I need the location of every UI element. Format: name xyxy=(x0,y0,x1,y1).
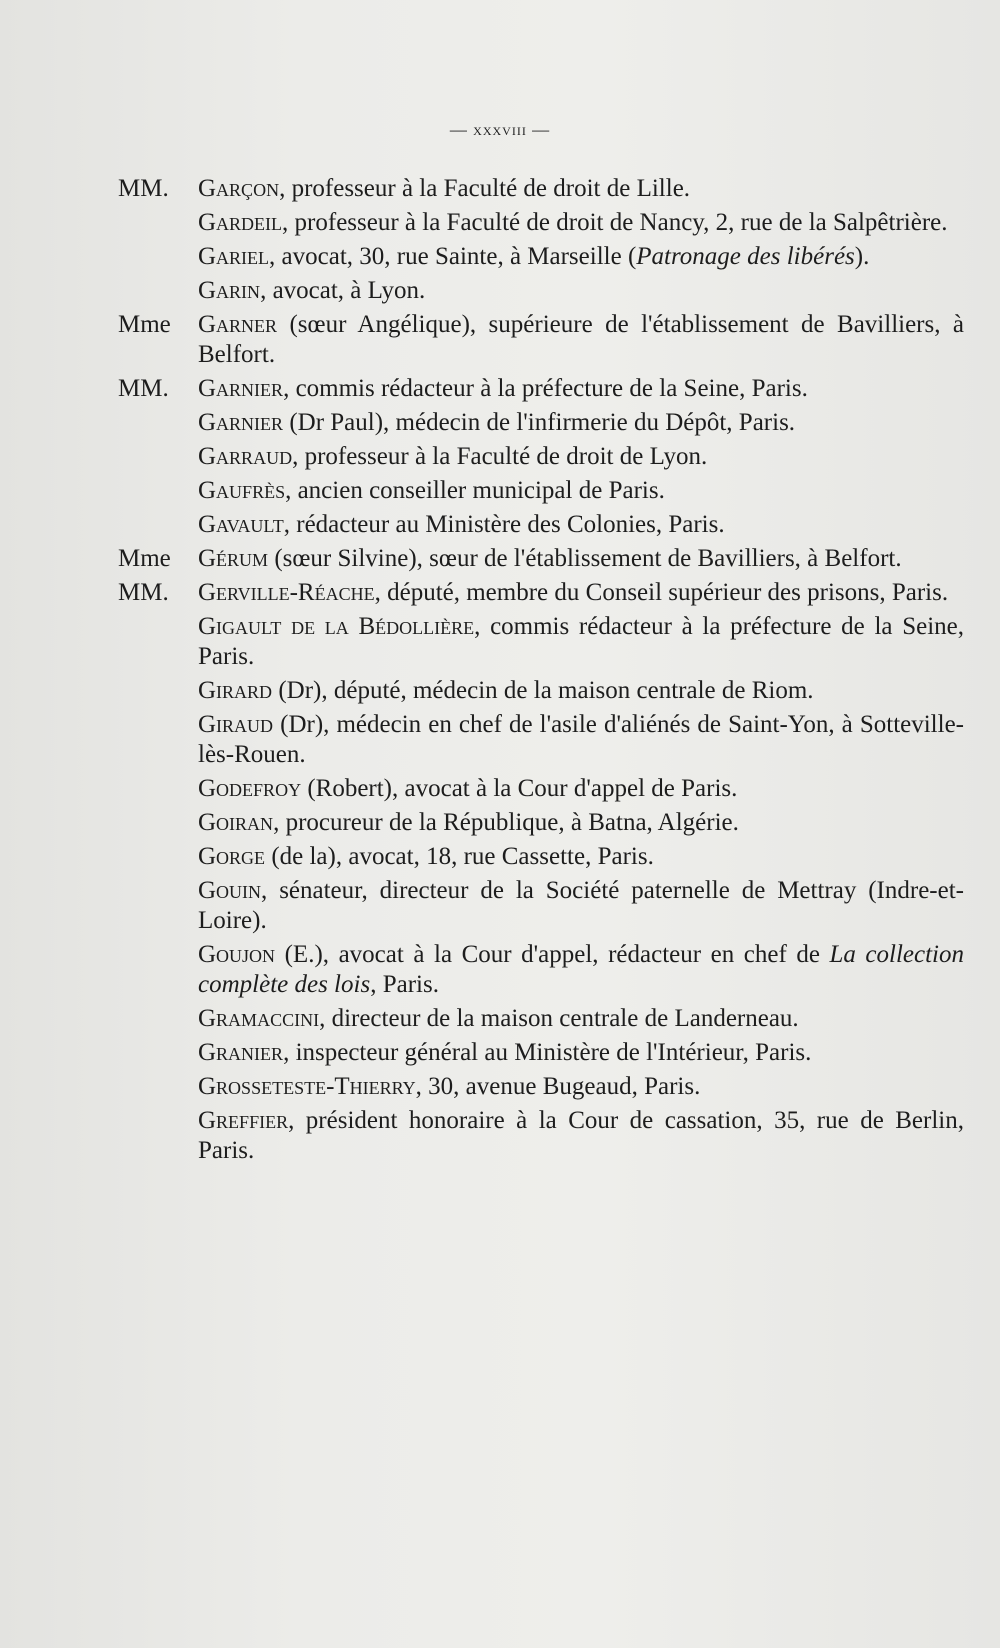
list-item xyxy=(118,612,964,672)
list-item xyxy=(118,442,964,472)
member-description: (Dr), député, médecin de la maison centrale de Riom. xyxy=(272,677,814,704)
member-description: (sœur Silvine), sœur de l'établissement de Bavilliers, à Belfort. xyxy=(268,545,902,572)
member-description: , professeur à la Faculté de droit de Nancy, 2, rue de la Salpêtrière. xyxy=(282,209,948,236)
list-item xyxy=(118,940,964,1000)
title-prefix: MM. xyxy=(118,579,169,606)
list-item xyxy=(118,808,964,838)
member-description: (sœur Angélique), supérieure de l'établissement de Bavilliers, à Belfort. xyxy=(198,311,964,368)
member-description: , ancien conseiller municipal de Paris. xyxy=(285,477,665,504)
list-item xyxy=(118,876,964,936)
member-name: Garçon xyxy=(198,175,280,202)
member-name: Gorge xyxy=(198,843,266,870)
list-item xyxy=(118,1072,964,1102)
member-name: Gariel xyxy=(198,243,270,270)
member-description: , professeur à la Faculté de droit de Lyon. xyxy=(292,443,708,470)
list-item xyxy=(118,578,964,608)
member-description: (Dr Paul), médecin de l'infirmerie du Dépôt, Paris. xyxy=(283,409,796,436)
list-item xyxy=(118,374,964,404)
list-item xyxy=(118,1106,964,1166)
member-description: , professeur à la Faculté de droit de Lille. xyxy=(279,175,691,202)
member-name: Garin xyxy=(198,277,261,304)
title-prefix: Mme xyxy=(118,311,171,338)
member-description: , président honoraire à la Cour de cassation, 35, rue de Berlin, Paris. xyxy=(198,1107,964,1164)
member-name: Garraud xyxy=(198,443,293,470)
member-name: Goiran xyxy=(198,809,274,836)
member-description: (Dr), médecin en chef de l'asile d'aliénés de Saint-Yon, à Sotteville-lès-Rouen. xyxy=(198,711,964,768)
member-name: Gardeil xyxy=(198,209,283,236)
member-name: Girard xyxy=(198,677,273,704)
member-description-tail: , Paris. xyxy=(370,971,439,998)
member-description: (Robert), avocat à la Cour d'appel de Paris. xyxy=(301,775,738,802)
member-description: , sénateur, directeur de la Société paternelle de Mettray (Indre-et-Loire). xyxy=(198,877,964,934)
member-italic-note: Patronage des libérés xyxy=(636,243,855,270)
title-prefix: Mme xyxy=(118,545,171,572)
list-item xyxy=(118,174,964,204)
member-name: Gramaccini xyxy=(198,1005,320,1032)
member-description: , avocat, à Lyon. xyxy=(260,277,426,304)
member-name: Gigault de la Bédollière xyxy=(198,613,475,640)
member-name: Gérum xyxy=(198,545,269,572)
member-description: , 30, avenue Bugeaud, Paris. xyxy=(415,1073,701,1100)
list-item xyxy=(118,476,964,506)
list-item xyxy=(118,242,964,272)
list-item xyxy=(118,510,964,540)
list-item xyxy=(118,710,964,770)
list-item xyxy=(118,774,964,804)
member-name: Gavault xyxy=(198,511,284,538)
member-italic-note: La collection complète des lois xyxy=(198,941,964,998)
member-description: (E.), avocat à la Cour d'appel, rédacteur en chef de xyxy=(275,941,830,968)
member-name: Gerville-Réache xyxy=(198,579,375,606)
member-description: , commis rédacteur à la préfecture de la Seine, Paris. xyxy=(283,375,808,402)
member-description: (de la), avocat, 18, rue Cassette, Paris. xyxy=(265,843,654,870)
member-name: Grosseteste-Thierry xyxy=(198,1073,416,1100)
member-name: Granier xyxy=(198,1039,284,1066)
list-item xyxy=(118,842,964,872)
member-name: Garner xyxy=(198,311,278,338)
member-name: Goujon xyxy=(198,941,276,968)
title-prefix: MM. xyxy=(118,375,169,402)
member-description: , rédacteur au Ministère des Colonies, Paris. xyxy=(283,511,725,538)
member-description-tail: ). xyxy=(854,243,870,270)
list-item xyxy=(118,208,964,238)
list-item xyxy=(118,1038,964,1068)
member-name: Gouin xyxy=(198,877,262,904)
title-prefix: MM. xyxy=(118,175,169,202)
list-item xyxy=(118,544,964,574)
member-description: , député, membre du Conseil supérieur des prisons, Paris. xyxy=(374,579,949,606)
member-name: Greffier xyxy=(198,1107,289,1134)
member-name: Godefroy xyxy=(198,775,302,802)
list-item xyxy=(118,310,964,370)
member-name: Giraud xyxy=(198,711,274,738)
member-name: Gaufrès xyxy=(198,477,286,504)
member-list xyxy=(118,174,964,1170)
list-item xyxy=(118,408,964,438)
list-item xyxy=(118,276,964,306)
member-description: , procureur de la République, à Batna, Algérie. xyxy=(273,809,739,836)
member-name: Garnier xyxy=(198,375,284,402)
member-description: , avocat, 30, rue Sainte, à Marseille ( xyxy=(269,243,637,270)
member-description: , commis rédacteur à la préfecture de la Seine, Paris. xyxy=(198,613,964,670)
member-name: Garnier xyxy=(198,409,284,436)
page-number-header: — xxxviii — xyxy=(449,120,551,139)
list-item xyxy=(118,1004,964,1034)
list-item xyxy=(118,676,964,706)
member-description: , inspecteur général au Ministère de l'Intérieur, Paris. xyxy=(283,1039,812,1066)
member-description: , directeur de la maison centrale de Landerneau. xyxy=(319,1005,799,1032)
